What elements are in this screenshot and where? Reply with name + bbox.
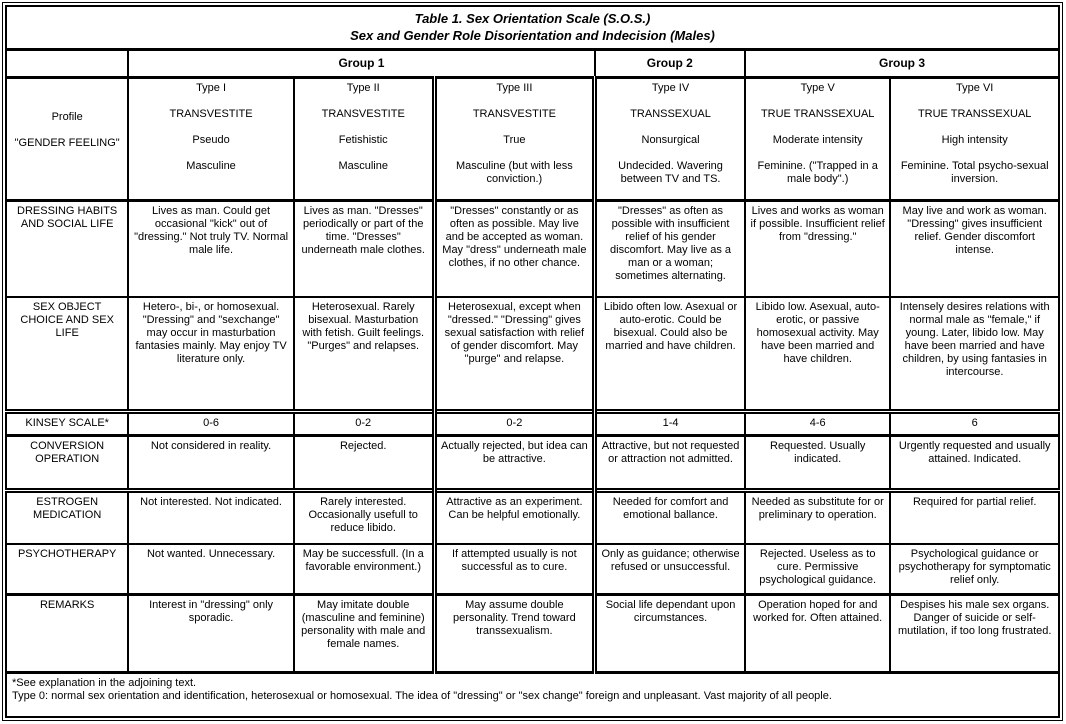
table-title (6, 6, 1059, 49)
profile-header-line1: Profile (51, 111, 83, 124)
table-title-line2: Sex and Gender Role Disorientation and Indecision (Males) (350, 28, 715, 44)
type-label: Type V (800, 82, 835, 95)
type-subtype: Moderate intensity (772, 134, 863, 147)
cell-remarks-type1: Interest in "dressing" only sporadic. (128, 595, 293, 672)
cell-estrogen-type4: Needed for comfort and emotional ballance. (595, 491, 745, 544)
type-label: Type III (496, 82, 533, 95)
sex-orientation-scale-table (5, 5, 1060, 718)
type-label: Type VI (956, 82, 994, 95)
type-category: TRANSVESTITE (321, 108, 405, 121)
cell-kinsey-type2: 0-2 (294, 411, 434, 435)
group-2-header: Group 2 (595, 49, 745, 78)
cell-sexobject-type1: Hetero-, bi-, or homosexual. "Dressing" and "sexchange" may occur in masturbation fantasies mainly. May enjoy TV literature only. (128, 297, 293, 411)
type-feeling: Masculine (338, 160, 388, 173)
cell-dressing-type3: "Dresses" constantly or as often as possible. May live and be accepted as woman. May "dress" underneath male clothes, if no other chance. (434, 200, 594, 297)
cell-dressing-type5: Lives and works as woman if possible. Insufficient relief from "dressing." (745, 200, 890, 297)
type-label: Type IV (651, 82, 690, 95)
cell-psychotherapy-type1: Not wanted. Unnecessary. (128, 544, 293, 595)
group-header-empty-cell (6, 49, 128, 78)
remarks-row (6, 595, 1059, 672)
type-feeling: Feminine. ("Trapped in a male body".) (757, 160, 878, 186)
type-feeling: Masculine (186, 160, 236, 173)
type-subtype: High intensity (941, 134, 1008, 147)
type-subtype: True (503, 134, 526, 147)
profile-type-3 (434, 78, 594, 200)
cell-estrogen-type1: Not interested. Not indicated. (128, 491, 293, 544)
estrogen-medication-row (6, 491, 1059, 544)
cell-remarks-type3: May assume double personality. Trend toward transsexualism. (434, 595, 594, 672)
cell-conversion-type6: Urgently requested and usually attained. Indicated. (890, 436, 1059, 491)
group-1-header: Group 1 (128, 49, 594, 78)
cell-psychotherapy-type2: May be successfull. (In a favorable environment.) (294, 544, 434, 595)
table-title-line1: Table 1. Sex Orientation Scale (S.O.S.) (414, 11, 651, 27)
cell-kinsey-type6: 6 (890, 411, 1059, 435)
cell-sexobject-type5: Libido low. Asexual, auto-erotic, or passive homosexual activity. May have been married and have children. (745, 297, 890, 411)
cell-remarks-type4: Social life dependant upon circumstances. (595, 595, 745, 672)
cell-conversion-type1: Not considered in reality. (128, 436, 293, 491)
cell-kinsey-type4: 1-4 (595, 411, 745, 435)
cell-estrogen-type6: Required for partial relief. (890, 491, 1059, 544)
profile-type-1 (128, 78, 293, 200)
dressing-habits-row (6, 200, 1059, 297)
cell-conversion-type5: Requested. Usually indicated. (745, 436, 890, 491)
cell-kinsey-type1: 0-6 (128, 411, 293, 435)
footnote-line1: *See explanation in the adjoining text. (12, 676, 197, 689)
cell-dressing-type2: Lives as man. "Dresses" periodically or part of the time. "Dresses" underneath male clothes. (294, 200, 434, 297)
row-header-conversion-operation: CONVERSION OPERATION (6, 436, 128, 491)
psychotherapy-row (6, 544, 1059, 595)
cell-dressing-type4: "Dresses" as often as possible with insufficient relief of his gender discomfort. May live as a man or a woman; sometimes alternating. (595, 200, 745, 297)
type-subtype: Nonsurgical (641, 134, 700, 147)
cell-conversion-type2: Rejected. (294, 436, 434, 491)
row-header-psychotherapy: PSYCHOTHERAPY (6, 544, 128, 595)
cell-estrogen-type2: Rarely interested. Occasionally usefull to reduce libido. (294, 491, 434, 544)
footnote-line2: Type 0: normal sex orientation and identification, heterosexual or homosexual. The idea of "dressing" or "sex change" foreign and unpleasant. Vast majority of all people. (12, 689, 832, 702)
cell-sexobject-type4: Libido often low. Asexual or auto-erotic. Could be bisexual. Could also be married and have children. (595, 297, 745, 411)
type-category: TRUE TRANSSEXUAL (917, 108, 1032, 121)
row-header-remarks: REMARKS (6, 595, 128, 672)
conversion-operation-row (6, 436, 1059, 491)
table-outer-frame (2, 2, 1063, 721)
type-category: TRANSSEXUAL (630, 108, 711, 121)
profile-row (6, 78, 1059, 200)
profile-type-5 (745, 78, 890, 200)
cell-conversion-type4: Attractive, but not requested or attraction not admitted. (595, 436, 745, 491)
cell-estrogen-type5: Needed as substitute for or preliminary to operation. (745, 491, 890, 544)
profile-type-6 (890, 78, 1059, 200)
cell-remarks-type2: May imitate double (masculine and feminine) personality with male and female names. (294, 595, 434, 672)
row-header-estrogen-medication: ESTROGEN MEDICATION (6, 491, 128, 544)
profile-type-4 (595, 78, 745, 200)
cell-kinsey-type3: 0-2 (434, 411, 594, 435)
type-subtype: Pseudo (192, 134, 230, 147)
cell-psychotherapy-type4: Only as guidance; otherwise refused or unsuccessful. (595, 544, 745, 595)
cell-dressing-type1: Lives as man. Could get occasional "kick" out of "dressing." Not truly TV. Normal male life. (128, 200, 293, 297)
type-category: TRANSVESTITE (472, 108, 556, 121)
title-row (6, 6, 1059, 49)
cell-remarks-type5: Operation hoped for and worked for. Often attained. (745, 595, 890, 672)
profile-type-2 (294, 78, 434, 200)
footnote-cell (6, 672, 1059, 717)
cell-kinsey-type5: 4-6 (745, 411, 890, 435)
type-label: Type II (346, 82, 380, 95)
cell-remarks-type6: Despises his male sex organs. Danger of suicide or self-mutilation, if too long frustrated. (890, 595, 1059, 672)
cell-psychotherapy-type5: Rejected. Useless as to cure. Permissive psychological guidance. (745, 544, 890, 595)
cell-psychotherapy-type6: Psychological guidance or psychotherapy for symptomatic relief only. (890, 544, 1059, 595)
group-3-header: Group 3 (745, 49, 1059, 78)
row-header-profile (6, 78, 128, 200)
kinsey-scale-row (6, 411, 1059, 435)
type-subtype: Fetishistic (338, 134, 388, 147)
cell-sexobject-type6: Intensely desires relations with normal male as "female," if young. Later, libido low. May have been married and have children, by using fantasies in intercourse. (890, 297, 1059, 411)
cell-estrogen-type3: Attractive as an experiment. Can be helpful emotionally. (434, 491, 594, 544)
row-header-kinsey-scale: KINSEY SCALE* (6, 411, 128, 435)
group-header-row (6, 49, 1059, 78)
cell-conversion-type3: Actually rejected, but idea can be attractive. (434, 436, 594, 491)
cell-dressing-type6: May live and work as woman. "Dressing" gives insufficient relief. Gender discomfort intense. (890, 200, 1059, 297)
cell-psychotherapy-type3: If attempted usually is not successful as to cure. (434, 544, 594, 595)
profile-header-line2: "GENDER FEELING" (14, 137, 120, 150)
cell-sexobject-type3: Heterosexual, except when "dressed." "Dressing" gives sexual satisfaction with relief of gender discomfort. May "purge" and relapse. (434, 297, 594, 411)
type-label: Type I (196, 82, 227, 95)
type-category: TRUE TRANSSEXUAL (760, 108, 875, 121)
type-feeling: Undecided. Wavering between TV and TS. (618, 160, 723, 186)
type-category: TRANSVESTITE (169, 108, 253, 121)
row-header-sex-object: SEX OBJECT CHOICE AND SEX LIFE (6, 297, 128, 411)
footnote-row (6, 672, 1059, 717)
type-feeling: Feminine. Total psycho-sexual inversion. (900, 160, 1049, 186)
type-feeling: Masculine (but with less conviction.) (455, 160, 573, 186)
row-header-dressing-habits: DRESSING HABITS AND SOCIAL LIFE (6, 200, 128, 297)
sex-object-row (6, 297, 1059, 411)
cell-sexobject-type2: Heterosexual. Rarely bisexual. Masturbation with fetish. Guilt feelings. "Purges" and relapses. (294, 297, 434, 411)
